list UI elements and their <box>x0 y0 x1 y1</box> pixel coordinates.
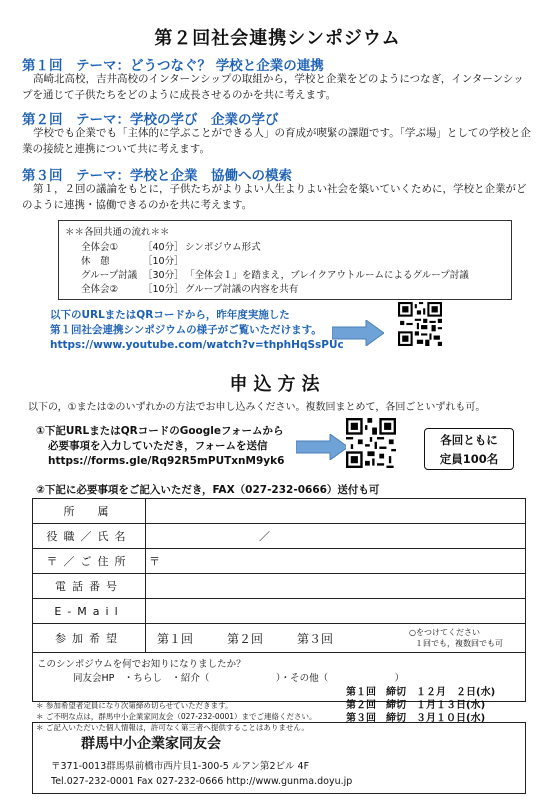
note-item: ＊ ご不明な点は，群馬中小企業家同友会（027-232-0001）までご連絡ください。 <box>36 712 317 721</box>
deadlines <box>346 686 495 725</box>
round-note <box>409 627 503 649</box>
phone-label: 電話番号 <box>33 574 146 598</box>
session-1-body: 高崎北高校，吉井高校のインターンシップの取組から，学校と企業をどのようにつなぎ，インターンシップを通じて子供たちをどのように成長させるのかを共に考えます。 <box>22 73 524 101</box>
note-item: ＊ 参加希望者定員になり次第締め切らせていただきます。 <box>36 701 233 710</box>
organization-name: 群馬中小企業家同友会 <box>81 736 221 752</box>
method-1-line1: ①下記URLまたはQRコードのGoogleフォームから <box>36 425 284 437</box>
flow-row-name: 全体会① <box>81 242 119 253</box>
organization-box <box>32 722 526 794</box>
fax-form-table <box>32 498 526 702</box>
flow-row-time: ［10分］ <box>143 256 184 267</box>
flow-row-desc: 「全体会１」を踏まえ，ブレイクアウトルームによるグループ討議 <box>185 270 469 281</box>
google-form-qr-code[interactable] <box>346 418 396 468</box>
affiliation-label: 所 属 <box>33 499 146 523</box>
organization-phone-fax-web[interactable]: Tel.027-232-0001 Fax 027-232-0666 http://www.gunma.doyu.jp <box>51 776 353 787</box>
organization-contact <box>51 759 352 789</box>
round-options <box>157 624 377 652</box>
deadline-item: 第３回 締切 ３月１０日(水) <box>346 713 486 724</box>
youtube-line2: 第１回社会連携シンポジウムの様子がご覧いただけます。 <box>50 324 322 336</box>
source-question: このシンポジウムを何でお知りになりましたか？ <box>37 659 246 670</box>
form-row-position-name <box>33 524 525 549</box>
capacity-line2: 定員100名 <box>439 452 499 466</box>
session-3-body: 第１，２回の議論をもとに，子供たちがよりよい人生よりよい社会を築いていくために，学校と企業がどのように連携・協働できるのかを共に考えます。 <box>22 183 527 211</box>
round-3-option[interactable]: 第３回 <box>297 631 334 646</box>
postal-mark: 〒 <box>149 555 160 568</box>
address-field[interactable] <box>149 549 160 573</box>
round-note-line2: １回でも，複数回でも可 <box>415 639 503 648</box>
participation-label: 参加希望 <box>33 624 146 652</box>
common-flow-box <box>58 220 512 300</box>
flow-row-name: グループ討議 <box>81 270 138 281</box>
youtube-url-link[interactable]: https://www.youtube.com/watch?v=thphHqSsPUc <box>50 339 344 351</box>
email-label: E-Mail <box>33 599 146 623</box>
apply-title: 申込方法 <box>229 374 326 395</box>
method-2: ②下記に必要事項をご記入いただき，FAX（027-232-0666）送付も可 <box>36 484 380 496</box>
position-name-slash: ／ <box>259 530 270 543</box>
session-2-body: 学校でも企業でも「主体的に学ぶことができる人」の育成が喫緊の課題です。「学ぶ場」としての学校と企業の接続と連携について共に考えます。 <box>22 127 531 155</box>
address-label: 〒／ご住所 <box>33 549 146 573</box>
round-note-line1: ○をつけてください <box>409 628 480 637</box>
form-row-email <box>33 599 525 624</box>
google-form-link[interactable]: https://forms.gle/Rq92R5mPUTxnM9yk6 <box>48 455 285 467</box>
flow-row-time: ［10分］ <box>143 284 184 295</box>
arrow-right-icon <box>332 320 384 346</box>
session-2-heading: 第２回 テーマ：学校の学び 企業の学び <box>22 112 279 128</box>
youtube-info <box>50 308 344 353</box>
flow-row-time: ［40分］ <box>143 242 184 253</box>
form-row-participation <box>33 624 525 653</box>
flow-row-time: ［30分］ <box>143 270 184 281</box>
round-2-option[interactable]: 第２回 <box>227 631 264 646</box>
form-row-affiliation <box>33 499 525 524</box>
apply-intro: 以下の，①または②のいずれかの方法でお申し込みください。複数回まとめて，各回ごといずれも可。 <box>28 402 486 413</box>
method-1-line2: 必要事項を入力していただき，フォームを送信 <box>48 440 268 452</box>
position-name-field[interactable] <box>149 524 519 548</box>
form-row-address <box>33 549 525 574</box>
page-title: 第２回社会連携シンポジウム <box>154 28 401 49</box>
arrow-right-icon <box>296 434 348 460</box>
flow-row <box>81 281 298 295</box>
flow-row-desc: シンポジウム形式 <box>185 242 261 253</box>
flow-heading: ＊＊各回共通の流れ＊＊ <box>65 227 170 238</box>
position-name-label: 役職／氏名 <box>33 524 146 548</box>
session-3-heading: 第３回 テーマ：学校と企業 協働への模索 <box>22 168 292 184</box>
capacity-badge <box>424 428 514 470</box>
note-item: ＊ ご記入いただいた個人情報は，許可なく第三者へ提供することはありません。 <box>36 723 309 732</box>
flow-row <box>81 239 261 253</box>
session-1-heading: 第１回 テーマ：どうつなぐ？ 学校と企業の連携 <box>22 58 324 74</box>
flow-row <box>81 253 185 267</box>
deadline-item: 第１回 締切 １２月 ２日(水) <box>346 687 496 698</box>
organization-address: 〒371-0013群馬県前橋市西片貝1-300-5 ルアン第2ビル 4F <box>51 761 310 772</box>
flow-row-name: 全体会② <box>81 284 119 295</box>
youtube-line1: 以下のURLまたはQRコードから，昨年度実施した <box>50 309 290 321</box>
method-1 <box>36 424 284 469</box>
source-options[interactable]: 同友会HP ・ちらし ・紹介（ ）・その他（ ） <box>73 673 405 684</box>
round-1-option[interactable]: 第１回 <box>157 631 194 646</box>
flow-row-desc: グループ討議の内容を共有 <box>185 284 299 295</box>
flow-row-name: 休 憩 <box>81 256 110 267</box>
capacity-line1: 各回ともに <box>440 433 498 447</box>
flow-row <box>81 267 469 281</box>
form-row-phone <box>33 574 525 599</box>
deadline-item: 第２回 締切 １月１３日(水) <box>346 700 486 711</box>
youtube-qr-code[interactable] <box>398 302 442 346</box>
